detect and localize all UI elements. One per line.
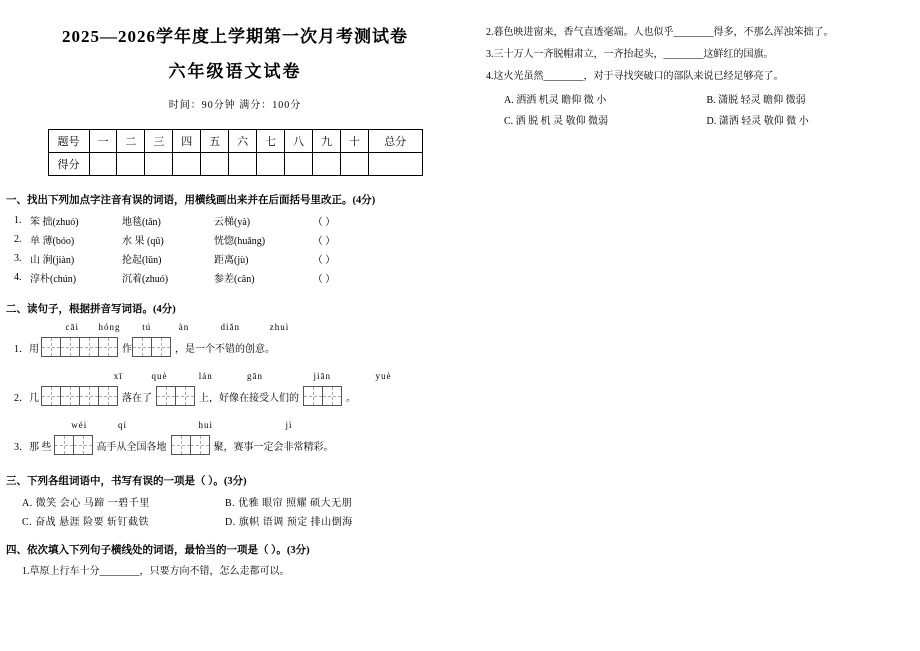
score-col-10: 十	[340, 130, 368, 153]
pinyin: jì	[285, 420, 293, 430]
option-a[interactable]: A. 洒洒 机灵 瞻仰 微 小	[504, 95, 607, 106]
answer-parentheses[interactable]: （ ）	[312, 274, 336, 285]
pinyin: tú	[142, 322, 152, 332]
grid-boxes[interactable]	[132, 337, 171, 357]
answer-parentheses[interactable]: （ ）	[312, 236, 336, 247]
table-row	[48, 130, 422, 153]
score-col-7: 七	[257, 130, 285, 153]
score-col-3: 三	[145, 130, 173, 153]
word-choice[interactable]: 笨 拙(zhuó)	[30, 217, 79, 228]
section-4-options-row-2	[504, 112, 920, 127]
option-b[interactable]: B. 潇脱 轻灵 瞻仰 微弱	[706, 95, 806, 106]
list-item	[14, 270, 470, 285]
grid-boxes[interactable]	[171, 435, 210, 455]
pinyin: zhuì	[269, 322, 290, 332]
table-row	[48, 153, 422, 176]
pinyin: gān	[247, 371, 263, 381]
pinyin-row-3	[14, 420, 470, 433]
pinyin: qí	[117, 420, 127, 430]
question-2-3	[14, 435, 470, 455]
pinyin: hóng	[98, 322, 121, 332]
pinyin: què	[151, 371, 168, 381]
item-number: 4.	[14, 272, 22, 283]
pinyin: àn	[178, 322, 190, 332]
list-item	[14, 232, 470, 247]
item-number: 3.	[14, 253, 22, 264]
grid-boxes[interactable]	[41, 386, 118, 406]
section-1-heading: 一、找出下列加点字注音有误的词语，用横线画出来并在后面括号里改正。(4分)	[6, 195, 376, 206]
word-choice[interactable]: 地毯(tǎn)	[122, 217, 161, 228]
text-fragment: ，是一个不错的创意。	[175, 343, 275, 355]
section-3-options-row-2	[22, 513, 470, 528]
score-col-total: 总分	[368, 130, 422, 153]
option-c[interactable]: C. 洒 脱 机 灵 敬仰 微弱	[504, 116, 609, 127]
text-fragment: 上，好像在接受人们的	[199, 392, 299, 404]
section-3-heading: 三、下列各组词语中，书写有误的一项是（ ）。(3分)	[6, 476, 247, 487]
text-fragment: 作	[122, 343, 132, 355]
score-col-5: 五	[201, 130, 229, 153]
score-cell[interactable]	[340, 153, 368, 176]
grid-boxes[interactable]	[156, 386, 195, 406]
pinyin: diǎn	[220, 322, 240, 332]
score-cell[interactable]	[257, 153, 285, 176]
pinyin-row-2	[14, 371, 470, 384]
grid-boxes[interactable]	[303, 386, 342, 406]
text-fragment: 聚，赛事一定会非常精彩。	[213, 441, 334, 453]
score-cell[interactable]	[285, 153, 313, 176]
pinyin: xī	[113, 371, 123, 381]
right-column	[480, 0, 920, 651]
word-choice[interactable]: 山 涧(jiàn)	[30, 255, 75, 266]
pinyin: yuè	[375, 371, 392, 381]
option-d[interactable]: D. 旗帜 语调 预定 排山倒海	[225, 517, 353, 528]
list-item	[14, 213, 470, 228]
item-number: 1．用	[14, 343, 39, 355]
pinyin: cāi	[65, 322, 79, 332]
word-choice[interactable]: 水 果 (qǔ)	[122, 236, 164, 247]
exam-info: 时间：90分钟 满分：100分	[168, 100, 302, 111]
word-choice[interactable]: 沉着(zhuó)	[122, 274, 169, 285]
text-fragment: 落在了	[122, 392, 152, 404]
word-choice[interactable]: 抡起(lǔn)	[122, 255, 162, 266]
score-col-1: 一	[89, 130, 117, 153]
item-number: 3．那 些	[14, 441, 52, 453]
section-4-item-4: 4.这火光虽然________，对于寻找突破口的部队来说已经足够亮了。	[486, 71, 784, 82]
answer-parentheses[interactable]: （ ）	[312, 217, 336, 228]
score-col-8: 八	[285, 130, 313, 153]
section-3-options-row-1	[22, 494, 470, 509]
answer-parentheses[interactable]: （ ）	[312, 255, 336, 266]
option-d[interactable]: D. 潇洒 轻灵 敬仰 微 小	[706, 116, 809, 127]
section-4-heading: 四、依次填入下列句子横线处的词语，最恰当的一项是（ ）。(3分)	[6, 545, 310, 556]
score-cell[interactable]	[229, 153, 257, 176]
pinyin: jiān	[313, 371, 331, 381]
score-cell[interactable]	[201, 153, 229, 176]
section-4-item-1: 1.草原上行车十分________，只要方向不错，怎么走都可以。	[22, 566, 290, 577]
page-subtitle: 六年级语文试卷	[168, 62, 302, 81]
score-col-6: 六	[229, 130, 257, 153]
score-cell[interactable]	[368, 153, 422, 176]
section-4-options-row-1	[504, 91, 920, 106]
list-item	[14, 251, 470, 266]
question-2-2	[14, 386, 470, 406]
word-choice[interactable]: 淳朴(chún)	[30, 274, 77, 285]
score-table-row-label-2: 得分	[48, 153, 89, 176]
item-number: 1.	[14, 215, 22, 226]
pinyin: lán	[198, 371, 213, 381]
score-cell[interactable]	[313, 153, 341, 176]
grid-boxes[interactable]	[41, 337, 118, 357]
item-number: 2.	[14, 234, 22, 245]
score-table-row-label: 题号	[48, 130, 89, 153]
text-fragment: 。	[346, 392, 356, 404]
pinyin: wéi	[71, 420, 88, 430]
score-cell[interactable]	[89, 153, 117, 176]
question-2-1	[14, 337, 470, 357]
word-choice[interactable]: 单 薄(bóo)	[30, 236, 75, 247]
section-2-heading: 二、读句子，根据拼音写词语。(4分)	[6, 304, 176, 315]
option-a[interactable]: A. 微笑 会心 马蹄 一碧千里	[22, 498, 150, 509]
pinyin: huì	[198, 420, 213, 430]
page-title: 2025—2026学年度上学期第一次月考测试卷	[62, 27, 408, 46]
word-choice[interactable]: 参差(cān)	[214, 274, 255, 285]
section-4-item-2: 2.暮色映进窗来，香气直透毫端。人也似乎________得多，不那么浑浊笨拙了。	[486, 27, 834, 38]
option-b[interactable]: B. 优雅 眼帘 照耀 硕大无朋	[225, 498, 353, 509]
word-choice[interactable]: 距离(jù)	[214, 255, 249, 266]
option-c[interactable]: C. 奋战 悬涯 险要 斩钉截铁	[22, 517, 150, 528]
score-col-2: 二	[117, 130, 145, 153]
grid-boxes[interactable]	[54, 435, 93, 455]
score-cell[interactable]	[117, 153, 145, 176]
word-choice[interactable]: 云梯(yà)	[214, 217, 251, 228]
score-cell[interactable]	[145, 153, 173, 176]
item-number: 2．几	[14, 392, 39, 404]
pinyin-row-1	[14, 322, 470, 335]
score-col-4: 四	[173, 130, 201, 153]
score-cell[interactable]	[173, 153, 201, 176]
section-4-item-3: 3.三十万人一齐脱帽肃立，一齐抬起头，________这鲜红的国旗。	[486, 49, 774, 60]
word-choice[interactable]: 恍惚(huǎng)	[214, 236, 266, 247]
score-table	[48, 129, 423, 176]
score-col-9: 九	[313, 130, 341, 153]
text-fragment: 高手从全国各地	[96, 441, 167, 453]
